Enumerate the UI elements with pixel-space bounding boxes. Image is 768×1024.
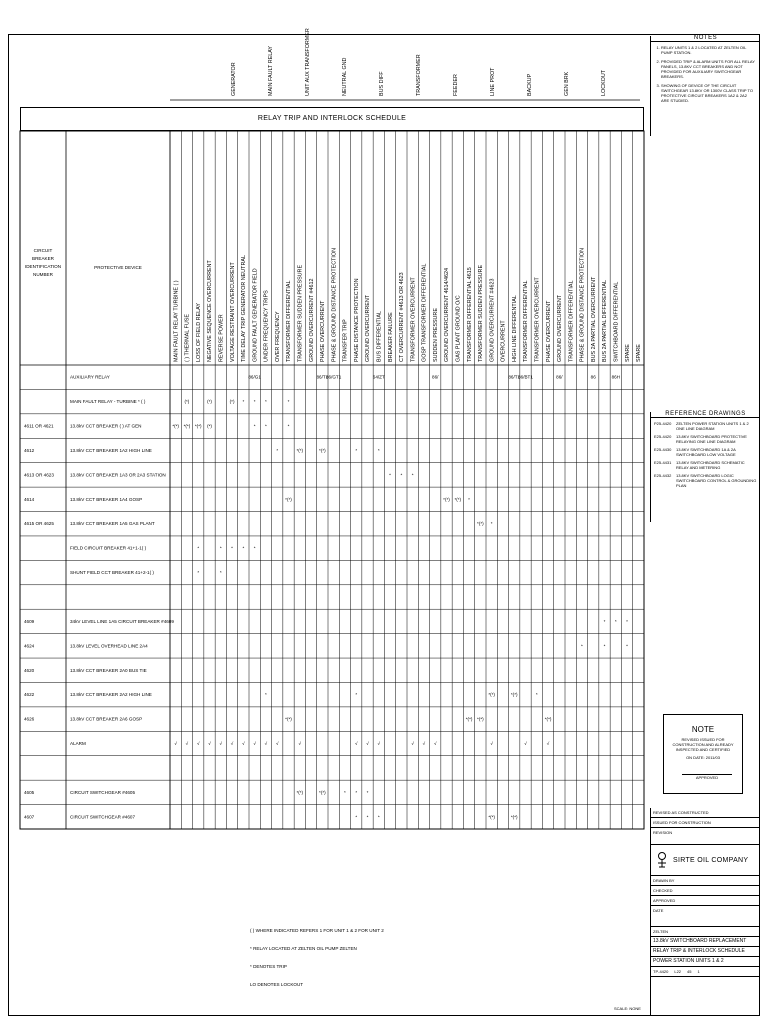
cell-mark: √ xyxy=(354,741,358,747)
cell-mark: * xyxy=(626,643,628,649)
title-line-3: POWER STATION UNITS 1 & 2 xyxy=(651,957,760,967)
cell-mark: √ xyxy=(219,741,223,747)
row-id: 4614 xyxy=(24,496,35,502)
note-box-stamp: APPROVED xyxy=(682,774,732,780)
top-label: BACKUP xyxy=(527,73,533,96)
row-device: 13.8kV CCT BREAKER 1A2 HIGH LINE xyxy=(70,447,152,453)
column-header: OVER FREQUENCY xyxy=(274,311,281,362)
row-device: FIELD CIRCUIT BREAKER 41+1-1( ) xyxy=(70,545,147,551)
row-device: 13.8kV CCT BREAKER 2A6 GOSP xyxy=(70,716,143,722)
column-header: GROUND OVERCURRENT #4612 xyxy=(308,278,315,362)
cell-mark: √ xyxy=(185,741,189,747)
cell-mark: * xyxy=(253,545,256,551)
company-block xyxy=(651,845,760,876)
row-id: 4609 xyxy=(24,618,35,624)
row-device: CIRCUIT SWITCHGEAR #4605 xyxy=(70,789,136,795)
cell-mark: √ xyxy=(196,741,200,747)
column-header: REVERSE POWER xyxy=(218,314,225,362)
breaker-id-header: IDENTIFICATION xyxy=(24,264,62,269)
cell-mark: * xyxy=(355,447,358,453)
top-label: TRANSFORMER xyxy=(416,54,422,96)
column-header: TIME DELAY TRIP GENERATOR NEUTRAL xyxy=(241,255,248,362)
drawn-by: DRAWN BY xyxy=(651,876,760,886)
column-header: PHASE & GROUND DISTANCE PROTECTION xyxy=(579,247,586,362)
top-label: MAIN FAULT RELAY xyxy=(268,45,274,96)
cell-mark: √ xyxy=(411,741,414,747)
cell-mark: 86/T1 xyxy=(508,374,521,380)
top-label: FEEDER xyxy=(453,74,459,96)
title-block xyxy=(650,808,760,1016)
note-item: 2. PROVIDED TRIP & ALARM UNITS FOR ALL RELAY PANELS, 13.8KV CCT BREAKERS AND NOT PROVIDED FOR AUXILIARY SWITCHGEAR BREAKERS. xyxy=(661,59,756,79)
note-stamp-box xyxy=(663,714,743,794)
row-device: SHUNT FIELD CCT BREAKER 41+2-1( ) xyxy=(70,570,154,576)
cell-mark: *(*) xyxy=(183,423,191,429)
legend-item: * DENOTES TRIP xyxy=(250,964,287,969)
column-header: VOLTAGE RESTRAINT OVERCURRENT xyxy=(229,262,236,362)
cell-mark: 86/G1 xyxy=(248,374,261,380)
cell-mark: * xyxy=(242,545,245,551)
revision-row: ISSUED FOR CONSTRUCTION xyxy=(651,818,760,828)
breaker-id-header: CIRCUIT xyxy=(33,248,53,253)
column-header: TRANSFORMER SUDDEN PRESSURE xyxy=(478,264,485,362)
revision-number: 1 xyxy=(697,969,700,974)
scale-note: SCALE: NONE xyxy=(614,1006,641,1011)
cell-mark: √ xyxy=(230,741,234,747)
cell-mark: 86H xyxy=(611,374,621,380)
company-logo-icon xyxy=(655,851,669,869)
row-id: 4605 xyxy=(24,789,35,795)
cell-mark: * xyxy=(265,399,267,405)
title-line-2: RELAY TRIP & INTERLOCK SCHEDULE xyxy=(651,947,760,957)
schedule-title: RELAY TRIP AND INTERLOCK SCHEDULE xyxy=(20,107,644,131)
cell-mark: * xyxy=(355,789,358,795)
revision-row: REVISED AS CONSTRUCTED xyxy=(651,808,760,818)
cell-mark: * xyxy=(377,814,380,820)
row-id: 4624 xyxy=(24,643,35,649)
cell-mark: *(*) xyxy=(443,496,450,502)
notes-title: NOTES xyxy=(651,36,760,42)
cell-mark: * xyxy=(389,472,391,478)
row-device: 13.8kV CCT BREAKER 1A4 GOSP xyxy=(70,496,143,502)
sheet-number: L22 xyxy=(674,969,682,974)
row-device: 34kV LEVEL LINE 1A5 CIRCUIT BREAKER #4609 xyxy=(70,618,174,624)
revision-row: REVISION xyxy=(651,828,760,845)
cell-mark: √ xyxy=(275,741,279,747)
sheet-of: 45 xyxy=(687,969,692,974)
top-label: GENERATOR xyxy=(231,62,237,96)
cell-mark: * xyxy=(581,643,583,649)
cell-mark: * xyxy=(603,643,606,649)
column-header: SPARE xyxy=(636,344,643,362)
cell-mark: * xyxy=(276,447,279,453)
note-item: 3. SHOWING OF DEVICE OF THE CIRCUIT SWITCHGEAR 13.8KV OR 1300V CLASS TRIP TO PROTECTIVE CIRCUIT BREAKERS 1A2 & 2A2 ARE STUDIED. xyxy=(661,83,756,103)
row-id: 4612 xyxy=(24,447,35,453)
cell-mark: √ xyxy=(546,741,550,747)
cell-mark: * xyxy=(265,692,267,698)
cell-mark: (*) xyxy=(229,399,235,405)
note-box-line: ON DATE: 2011/03 xyxy=(686,755,720,760)
cell-mark: * xyxy=(614,618,617,624)
column-header: TRANSFORMER SUDDEN PRESSURE xyxy=(297,264,304,362)
cell-mark: *(*) xyxy=(296,789,304,795)
cell-mark: √ xyxy=(174,741,177,747)
cell-mark: *(*) xyxy=(477,716,484,722)
column-header: NEGATIVE SEQUENCE OVERCURRENT xyxy=(207,260,214,362)
company-name: SIRTE OIL COMPANY xyxy=(673,856,749,864)
top-label: UNIT AUX TRANSFORMER xyxy=(305,28,311,96)
cell-mark: * xyxy=(253,423,256,429)
column-header: OVERCURRENT xyxy=(500,320,507,362)
cell-mark: 86/BT1 xyxy=(518,374,533,380)
cell-mark: * xyxy=(535,692,538,698)
note-box-line: REVISED ISSUED FOR CONSTRUCTION AND ALREADY INSPECTED AND CERTIFIED xyxy=(672,737,734,752)
cell-mark: * xyxy=(344,789,346,795)
row-id: 4622 xyxy=(24,692,35,698)
cell-mark: 86/GT1 xyxy=(325,374,342,380)
cell-mark: * xyxy=(355,814,358,820)
column-header: GROUND FAULT GENERATOR FIELD xyxy=(252,268,259,362)
ref-row: E25-4432 13.8KV SWITCHBOARD LOGIC SWITCHBOARD CONTROL & GROUNDING PLAN xyxy=(654,473,757,488)
column-header: TRANSFORMER DIFFERENTIAL xyxy=(568,280,575,362)
column-header: SWITCHBOARD DIFFERENTIAL xyxy=(613,281,620,362)
row-id: 4607 xyxy=(24,814,35,820)
cell-mark: * xyxy=(231,545,233,551)
cell-mark: * xyxy=(400,472,403,478)
grid-outline xyxy=(20,131,644,829)
cell-mark: * xyxy=(242,399,245,405)
row-device: 13.8kV CCT BREAKER 1A5 GAS PLANT xyxy=(70,521,155,527)
ref-row: E25-4420 13.8KV SWITCHBOARD PROTECTIVE RELAYING ONE LINE DIAGRAM xyxy=(654,434,747,444)
cell-mark: *(*) xyxy=(319,447,326,453)
column-header: TRANSFORMER OVERCURRENT xyxy=(534,277,541,362)
column-header: GROUND OVERCURRENT xyxy=(365,294,372,362)
cell-mark: *(*) xyxy=(477,521,484,527)
cell-mark: √ xyxy=(208,741,211,747)
column-header: BREAKER FAILURE xyxy=(387,312,394,362)
top-label: GEN BRK xyxy=(564,71,570,96)
cell-mark: √ xyxy=(264,741,268,747)
row-id: 4615 OR 4625 xyxy=(24,521,54,527)
approved-by: APPROVED xyxy=(651,896,760,906)
cell-mark: *(*) xyxy=(454,496,462,502)
cell-mark: * xyxy=(287,423,290,429)
cell-mark: * xyxy=(603,618,606,624)
cell-mark: √ xyxy=(366,741,369,747)
column-header: TRANSFORMER DIFFERENTIAL xyxy=(286,280,293,362)
cell-mark: (*) xyxy=(207,399,212,405)
cell-mark: * xyxy=(253,399,256,405)
column-header: PHASE OVERCURRENT xyxy=(320,300,327,362)
column-header: PHASE & GROUND DISTANCE PROTECTION xyxy=(331,247,338,362)
row-id: 4611 OR 4621 xyxy=(24,423,54,429)
cell-mark: 86/T1 xyxy=(316,374,329,380)
row-device: 13.8kV CCT BREAKER 1A3 OR 2A3 STATION xyxy=(70,472,166,478)
column-header: BUS 2A PARTIAL OVERCURRENT xyxy=(590,276,597,362)
column-header: BUS DIFFERENTIAL xyxy=(376,311,383,362)
cell-mark: * xyxy=(219,545,222,551)
cell-mark: √ xyxy=(253,741,256,747)
column-header: GROUND OVERCURRENT 4614/4624 xyxy=(444,268,451,362)
ref-row: E25-4431 13.8KV SWITCHBOARD SCHEMATIC RELAY AND METERING xyxy=(654,460,745,470)
breaker-id-header: NUMBER xyxy=(33,272,53,277)
cell-mark: *(*) xyxy=(510,692,518,698)
row-id: 4613 OR 4623 xyxy=(24,472,54,478)
column-header: PHASE OVERCURRENT xyxy=(545,300,552,362)
reference-drawings-panel xyxy=(650,412,760,522)
column-header: BUS 2A PARTIAL DIFFERENTIAL xyxy=(602,280,609,362)
cell-mark: *(*) xyxy=(172,423,179,429)
cell-mark: * xyxy=(355,692,358,698)
column-header: LOSS OF FIELD RELAY xyxy=(195,303,202,362)
breaker-id-header: BREAKER xyxy=(32,256,54,261)
top-label: BUS DIFF xyxy=(379,71,385,96)
cell-mark: √ xyxy=(422,741,426,747)
cell-mark: * xyxy=(626,618,628,624)
cell-mark: √ xyxy=(433,741,437,747)
cell-mark: *(*) xyxy=(194,423,202,429)
legend-item: ( ) WHERE INDICATED REFERS 1 FOR UNIT 1 & 2 FOR UNIT 2 xyxy=(250,928,384,933)
top-label: LOCKOUT xyxy=(601,69,607,96)
row-id: 4626 xyxy=(24,716,35,722)
ref-row: P25-4420 ZELTEN POWER STATION UNITS 1 & 2 ONE LINE DIAGRAM xyxy=(654,421,749,431)
cell-mark: 86 xyxy=(590,374,596,380)
row-device: MAIN FAULT RELAY - TURBINE * ( ) xyxy=(70,399,146,405)
cell-mark: (*) xyxy=(184,399,190,405)
cell-mark: * xyxy=(490,521,493,527)
row-device: 13.8kV LEVEL OVERHEAD LINE 2A4 xyxy=(70,643,148,649)
device-header: PROTECTIVE DEVICE xyxy=(94,265,142,270)
reference-drawings-title: REFERENCE DRAWINGS xyxy=(651,412,760,418)
column-header: UNDER FREQUENCY TRIPS xyxy=(263,290,270,362)
cell-mark: 86/ xyxy=(556,374,563,380)
cell-mark: *(*) xyxy=(296,447,304,453)
column-header: ( ) THERMAL FUSE xyxy=(184,314,191,362)
cell-mark: * xyxy=(377,447,380,453)
column-header: TRANSFORMER DIFFERENTIAL 4615 xyxy=(466,267,473,362)
cell-mark: 64/ZT xyxy=(372,374,385,380)
title-line-1: 13.8kV SWITCHBOARD REPLACEMENT xyxy=(651,937,760,947)
column-header: MAIN FAULT RELAY TURBINE ( ) xyxy=(173,280,180,362)
column-header: HIGH LINE DIFFERENTIAL xyxy=(511,295,518,362)
drawing-number: TP-4420 xyxy=(653,969,669,974)
top-label: NEUTRAL GND xyxy=(342,57,348,96)
column-header: PHASE DISTANCE PROTECTION xyxy=(353,278,360,362)
cell-mark: √ xyxy=(377,741,381,747)
cell-mark: √ xyxy=(490,741,493,747)
date-field: DATE xyxy=(651,906,760,927)
legend-item: LO DENOTES LOCKOUT xyxy=(250,982,304,987)
column-header: GROUND OVERCURRENT xyxy=(557,294,564,362)
cell-mark: √ xyxy=(298,741,302,747)
column-header: GOSP TRANSFORMER DIFFERENTIAL xyxy=(421,263,428,362)
checked-by: CHECKED xyxy=(651,886,760,896)
column-header: SPARE xyxy=(624,344,631,362)
cell-mark: *(*) xyxy=(319,789,326,795)
column-header: GAS PLANT GROUND O/C xyxy=(455,295,462,362)
ref-row: E25-4430 13.8KV SWITCHBOARD 1A & 2A SWITCHBOARD LOW VOLTAGE xyxy=(654,447,736,457)
row-device: ALARM xyxy=(70,741,86,747)
cell-mark: *(*) xyxy=(465,716,473,722)
cell-mark: * xyxy=(366,789,369,795)
cell-mark: √ xyxy=(242,741,245,747)
cell-mark: * xyxy=(366,814,369,820)
row-device: CIRCUIT SWITCHGEAR #4607 xyxy=(70,814,136,820)
row-device: 13.8kV CCT BREAKER ( ) AT GEN xyxy=(70,423,142,429)
note-box-title: NOTE xyxy=(691,725,715,734)
column-header: TRANSFORMER OVERCURRENT xyxy=(410,277,417,362)
cell-mark: * xyxy=(219,570,222,576)
row-id: 4620 xyxy=(24,667,35,673)
column-header: GROUND OVERCURRENT #4623 xyxy=(489,278,496,362)
row-device: 13.8kV CCT BREAKER 2A2 HIGH LINE xyxy=(70,692,152,698)
drawing-number-row xyxy=(651,967,760,977)
cell-mark: * xyxy=(265,423,267,429)
notes-panel xyxy=(650,36,760,136)
cell-mark: *(*) xyxy=(510,814,518,820)
column-header: TRANSFER TRIP xyxy=(342,319,349,362)
cell-mark: *(*) xyxy=(488,692,495,698)
client-name: ZELTEN xyxy=(651,927,760,937)
cell-mark: * xyxy=(287,399,290,405)
row-device: AUXILIARY RELAY xyxy=(70,374,110,380)
top-label: LINE PROT xyxy=(490,67,496,96)
cell-mark: * xyxy=(197,545,200,551)
note-item: 1. RELAY UNITS 1 & 2 LOCATED AT ZELTEN OIL PUMP STATION. xyxy=(661,45,756,55)
cell-mark: 86/ xyxy=(432,374,439,380)
cell-mark: (*) xyxy=(207,423,212,429)
cell-mark: *(*) xyxy=(285,716,292,722)
column-header: SUDDEN PRESSURE xyxy=(432,308,439,362)
column-header: TRANSFORMER DIFFERENTIAL xyxy=(523,280,530,362)
cell-mark: *(*) xyxy=(285,496,292,502)
cell-mark: √ xyxy=(524,741,527,747)
cell-mark: *(*) xyxy=(544,716,552,722)
cell-mark: * xyxy=(468,496,470,502)
legend xyxy=(250,922,384,994)
cell-mark: *(*) xyxy=(488,814,495,820)
row-device: 13.8kV CCT BREAKER 2A0 BUS TIE xyxy=(70,667,147,673)
column-header: CT OVERCURRENT #4613 OR 4623 xyxy=(399,272,406,362)
legend-item: * RELAY LOCATED AT ZELTEN OIL PUMP ZELTEN xyxy=(250,946,357,951)
cell-mark: * xyxy=(197,570,200,576)
cell-mark: * xyxy=(411,472,414,478)
